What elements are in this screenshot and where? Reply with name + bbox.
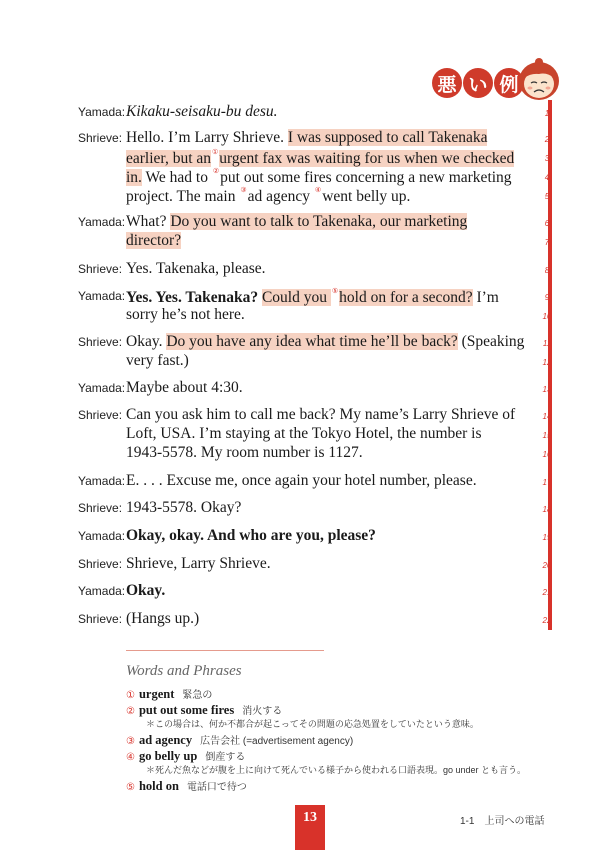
text-segment: Can you ask him to call me back? My name’s Larry Shrieve of — [126, 406, 516, 423]
text-segment: Loft, USA. I’m staying at the Tokyo Hotel, the number is — [126, 425, 482, 442]
text-segment: Yes. Takenaka, please. — [126, 260, 266, 277]
page-number: 13 — [295, 805, 325, 850]
word-num: ⑤ — [126, 782, 135, 793]
dialogue-line — [126, 129, 487, 147]
footnote-marker: ① — [212, 149, 219, 156]
speaker-label: Yamada: — [78, 215, 126, 229]
text-segment: 1943-5578. Okay? — [126, 499, 242, 516]
text-segment: I was supposed to call Takenaka — [287, 129, 488, 146]
line-number: 19 — [542, 533, 552, 542]
line-number: 22 — [542, 616, 552, 625]
dialogue-line — [126, 582, 165, 600]
line-number: 15 — [542, 431, 552, 440]
line-number: 1 — [544, 109, 550, 118]
dialogue-line — [126, 425, 482, 443]
word-term: urgent — [138, 687, 175, 701]
word-entry — [126, 778, 247, 794]
dialogue-line — [126, 167, 512, 187]
badge-char: い — [463, 68, 493, 98]
word-term: ad agency — [138, 733, 193, 747]
speaker-label: Yamada: — [78, 289, 126, 303]
text-segment: very fast.) — [126, 352, 189, 369]
word-term: put out some fires — [138, 703, 235, 717]
dialogue-line — [126, 499, 241, 517]
speaker-label: Yamada: — [78, 381, 126, 395]
text-segment: 1943-5578. My room number is 1127. — [126, 444, 363, 461]
text-segment: director? — [126, 232, 182, 249]
line-number: 11 — [542, 339, 552, 348]
text-segment: urgent fax was waiting for us when we checked — [219, 150, 515, 167]
text-segment: Hello. I’m Larry Shrieve. — [126, 129, 288, 146]
speaker-label: Shrieve: — [78, 612, 123, 626]
dialogue-line — [126, 333, 524, 351]
word-entry — [126, 748, 245, 764]
text-segment: I’m — [472, 289, 499, 306]
line-number: 8 — [544, 266, 550, 275]
worried-face-icon — [517, 56, 561, 102]
word-note: ＊死んだ魚などが腹を上に向けて死んでいる様子から使われる口語表現。go under とも言う。 — [146, 765, 527, 775]
speaker-label: Shrieve: — [78, 262, 123, 276]
line-number: 6 — [544, 219, 550, 228]
dialogue-line — [126, 527, 376, 545]
badge-char: 例 — [494, 68, 524, 98]
word-entry — [126, 686, 212, 702]
text-segment: in. — [126, 169, 142, 186]
text-segment: Do you want to talk to Takenaka, our marketing — [170, 213, 468, 230]
line-number: 3 — [544, 154, 550, 163]
text-segment: Yes. Yes. Takenaka? — [126, 289, 259, 306]
text-segment: (Speaking — [457, 333, 525, 350]
line-number: 2 — [544, 135, 550, 144]
badge-char: 悪 — [432, 68, 462, 98]
word-term: go belly up — [138, 749, 198, 763]
line-number: 18 — [542, 505, 552, 514]
dialogue-line — [126, 379, 243, 397]
text-segment: ad agency — [247, 188, 314, 205]
word-gloss: 緊急の — [182, 690, 213, 701]
dialogue-line — [126, 444, 363, 462]
text-segment: sorry he’s not here. — [126, 306, 245, 323]
speaker-label: Shrieve: — [78, 131, 123, 145]
word-term: hold on — [138, 779, 179, 793]
line-number: 4 — [544, 173, 550, 182]
dialogue-line — [126, 260, 266, 278]
speaker-label: Yamada: — [78, 529, 126, 543]
word-num: ③ — [126, 736, 135, 747]
line-number: 16 — [542, 450, 552, 459]
footnote-marker: ② — [212, 168, 220, 175]
footnote-marker: ③ — [240, 187, 247, 194]
line-number: 17 — [542, 478, 552, 487]
line-number: 21 — [542, 588, 552, 597]
text-segment: Okay. — [126, 582, 166, 599]
speaker-label: Shrieve: — [78, 501, 123, 515]
word-num: ① — [126, 690, 135, 701]
text-segment: Maybe about 4:30. — [126, 379, 243, 396]
word-gloss: 倒産する — [205, 752, 246, 763]
speaker-label: Shrieve: — [78, 557, 123, 571]
text-segment: Shrieve, Larry Shrieve. — [126, 555, 271, 572]
text-segment: (Hangs up.) — [126, 610, 200, 627]
line-number: 10 — [542, 312, 552, 321]
dialogue-line — [126, 232, 181, 250]
line-number: 9 — [544, 293, 550, 302]
word-gloss: 消火する — [242, 706, 283, 717]
word-entry — [126, 732, 353, 748]
dialogue-line — [126, 472, 477, 490]
speaker-label: Shrieve: — [78, 335, 123, 349]
line-number: 13 — [542, 385, 552, 394]
word-note: ＊この場合は、何か不都合が起こってその問題の応急処置をしていたという意味。 — [146, 719, 479, 729]
dialogue-line — [126, 406, 515, 424]
text-segment: project. The main — [126, 188, 240, 205]
chapter-label: 1-1 上司への電話 — [460, 816, 545, 827]
text-segment: What? — [126, 213, 171, 230]
word-gloss: 広告会社 (=advertisement agency) — [200, 736, 354, 747]
line-number: 12 — [542, 358, 552, 367]
line-number: 5 — [544, 192, 550, 201]
text-segment: Do you have any idea what time he’ll be back? — [166, 333, 458, 350]
text-segment: E. . . . Excuse me, once again your hotel number, please. — [126, 472, 477, 489]
line-number: 14 — [542, 412, 552, 421]
text-segment: Okay, okay. And who are you, please? — [126, 527, 376, 544]
section-divider — [126, 650, 324, 651]
text-segment: We had to — [141, 169, 212, 186]
speaker-label: Shrieve: — [78, 408, 123, 422]
word-gloss: 電話口で待つ — [186, 782, 247, 793]
word-num: ④ — [126, 752, 135, 763]
dialogue-line — [126, 555, 271, 573]
text-segment: hold on for a second? — [339, 289, 473, 306]
words-title: Words and Phrases — [126, 663, 242, 679]
speaker-label: Yamada: — [78, 474, 126, 488]
text-segment: put out some fires concerning a new marketing — [220, 169, 512, 186]
word-entry — [126, 702, 282, 718]
bad-example-badge — [432, 66, 525, 100]
line-number: 7 — [544, 238, 550, 247]
dialogue-line — [126, 213, 467, 231]
dialogue-line — [126, 148, 514, 168]
line-number: 20 — [542, 561, 552, 570]
dialogue-line — [126, 306, 245, 324]
text-segment: Kikaku-seisaku-bu desu. — [126, 103, 278, 120]
speaker-label: Yamada: — [78, 584, 126, 598]
dialogue-line — [126, 610, 199, 628]
text-segment: went belly up. — [322, 188, 411, 205]
dialogue-line — [126, 352, 189, 370]
speaker-label: Yamada: — [78, 105, 126, 119]
dialogue-line — [126, 287, 499, 307]
footnote-marker: ④ — [314, 187, 322, 194]
footnote-marker: ⑤ — [331, 288, 339, 295]
text-segment: earlier, but an — [126, 150, 212, 167]
dialogue-line — [126, 186, 410, 206]
text-segment: Okay. — [126, 333, 167, 350]
text-segment: Could you — [261, 289, 331, 306]
dialogue-line — [126, 103, 278, 121]
word-num: ② — [126, 706, 135, 717]
